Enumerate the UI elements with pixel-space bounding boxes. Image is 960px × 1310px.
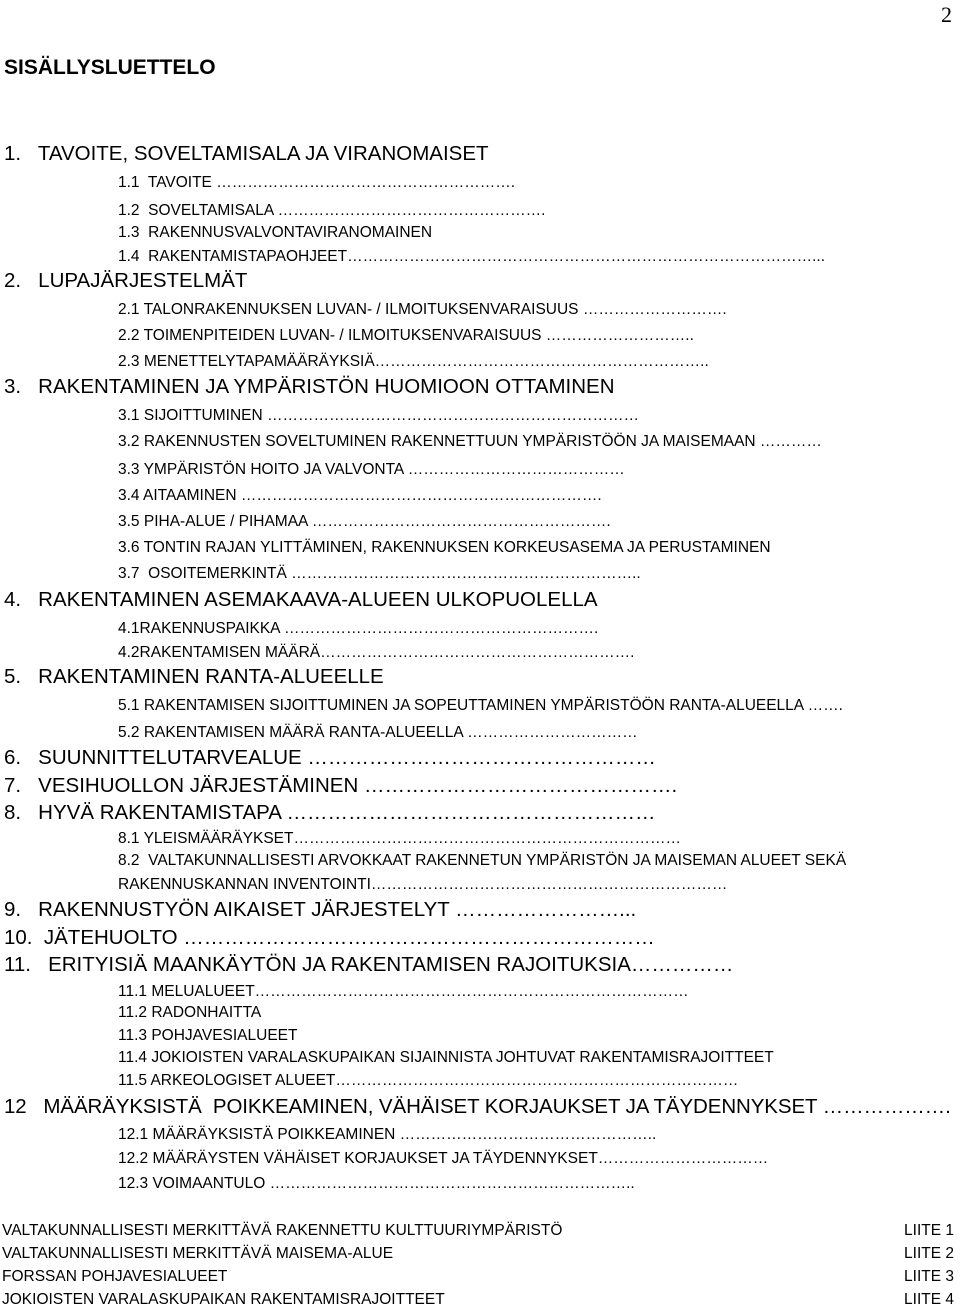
toc-entry[interactable]: 4.2RAKENTAMISEN MÄÄRÄ……………………………………………………. xyxy=(118,644,635,661)
toc-entry[interactable]: 2.1 TALONRAKENNUKSEN LUVAN- / ILMOITUKSENVARAISUUS ………………………. xyxy=(118,301,727,318)
attachment-row[interactable] xyxy=(2,1246,954,1262)
toc-entry[interactable]: 3.5 PIHA-ALUE / PIHAMAA …………………………………………………. xyxy=(118,513,611,530)
toc-entry[interactable]: 7. VESIHUOLLON JÄRJESTÄMINEN ………………………………………. xyxy=(4,774,678,797)
toc-entry[interactable]: 3.6 TONTIN RAJAN YLITTÄMINEN, RAKENNUKSEN KORKEUSASEMA JA PERUSTAMINEN xyxy=(118,539,771,556)
attachment-title: VALTAKUNNALLISESTI MERKITTÄVÄ RAKENNETTU KULTTUURIYMPÄRISTÖ xyxy=(2,1222,563,1239)
toc-entry[interactable]: 3.3 YMPÄRISTÖN HOITO JA VALVONTA …………………………………… xyxy=(118,461,625,478)
toc-entry[interactable]: 11.4 JOKIOISTEN VARALASKUPAIKAN SIJAINNISTA JOHTUVAT RAKENTAMISRAJOITTEET xyxy=(118,1049,774,1066)
toc-entry[interactable]: 8.2 VALTAKUNNALLISESTI ARVOKKAAT RAKENNETUN YMPÄRISTÖN JA MAISEMAN ALUEET SEKÄ xyxy=(118,852,847,869)
toc-entry[interactable]: 3.2 RAKENNUSTEN SOVELTUMINEN RAKENNETTUUN YMPÄRISTÖÖN JA MAISEMAAN ………… xyxy=(118,433,822,450)
toc-entry[interactable]: 11.1 MELUALUEET………………………………………………………………………… xyxy=(118,983,689,1000)
toc-entry[interactable]: 8.1 YLEISMÄÄRÄYKSET………………………………………………………………… xyxy=(118,830,681,847)
toc-entry[interactable]: 3.1 SIJOITTUMINEN ……………………………………………………………… xyxy=(118,407,639,424)
toc-entry[interactable]: 5. RAKENTAMINEN RANTA-ALUEELLE xyxy=(4,665,384,688)
toc-entry[interactable]: 12.3 VOIMAANTULO …………………………………………………………….. xyxy=(118,1175,635,1192)
toc-entry[interactable]: 9. RAKENNUSTYÖN AIKAISET JÄRJESTELYT ……………………... xyxy=(4,898,637,921)
toc-entry[interactable]: 1. TAVOITE, SOVELTAMISALA JA VIRANOMAISET xyxy=(4,142,489,165)
toc-entry[interactable]: 2. LUPAJÄRJESTELMÄT xyxy=(4,269,248,292)
attachment-row[interactable] xyxy=(2,1292,954,1308)
toc-entry[interactable]: 4.1RAKENNUSPAIKKA ……………………………………………………. xyxy=(118,620,599,637)
page-title: SISÄLLYSLUETTELO xyxy=(4,56,216,79)
attachment-title: VALTAKUNNALLISESTI MERKITTÄVÄ MAISEMA-ALUE xyxy=(2,1245,394,1262)
attachment-label: LIITE 1 xyxy=(904,1222,954,1239)
toc-entry[interactable]: 12 MÄÄRÄYKSISTÄ POIKKEAMINEN, VÄHÄISET KORJAUKSET JA TÄYDENNYKSET ………………. xyxy=(4,1095,951,1118)
toc-entry[interactable]: 3.4 AITAAMINEN ……………………………………………………………. xyxy=(118,487,602,504)
toc-entry[interactable]: 11.3 POHJAVESIALUEET xyxy=(118,1027,298,1044)
toc-entry[interactable]: 10. JÄTEHUOLTO …………………………………………………………… xyxy=(4,926,655,949)
toc-entry[interactable]: 1.1 TAVOITE …………………………………………………. xyxy=(118,174,516,191)
toc-entry[interactable]: 1.3 RAKENNUSVALVONTAVIRANOMAINEN xyxy=(118,224,433,241)
attachment-label: LIITE 4 xyxy=(904,1291,954,1308)
toc-entry[interactable]: 3. RAKENTAMINEN JA YMPÄRISTÖN HUOMIOON OTTAMINEN xyxy=(4,375,615,398)
toc-entry[interactable]: 11. ERITYISIÄ MAANKÄYTÖN JA RAKENTAMISEN RAJOITUKSIA…………… xyxy=(4,953,734,976)
page-number: 2 xyxy=(941,2,952,27)
toc-entry[interactable]: 11.5 ARKEOLOGISET ALUEET…………………………………………………………………… xyxy=(118,1072,739,1089)
toc-entry[interactable]: 5.2 RAKENTAMISEN MÄÄRÄ RANTA-ALUEELLA …………………………… xyxy=(118,724,638,741)
attachment-label: LIITE 2 xyxy=(904,1245,954,1262)
attachment-title: JOKIOISTEN VARALASKUPAIKAN RAKENTAMISRAJOITTEET xyxy=(2,1291,445,1308)
toc-entry[interactable]: 6. SUUNNITTELUTARVEALUE …………………………………………… xyxy=(4,746,656,769)
toc-entry[interactable]: RAKENNUSKANNAN INVENTOINTI…………………………………………………………… xyxy=(118,876,728,893)
toc-entry[interactable]: 2.3 MENETTELYTAPAMÄÄRÄYKSIÄ……………………………………………………….. xyxy=(118,353,709,370)
toc-entry[interactable]: 2.2 TOIMENPITEIDEN LUVAN- / ILMOITUKSENVARAISUUS ……………………….. xyxy=(118,327,694,344)
attachment-row[interactable] xyxy=(2,1223,954,1239)
toc-entry[interactable]: 4. RAKENTAMINEN ASEMAKAAVA-ALUEEN ULKOPUOLELLA xyxy=(4,588,598,611)
toc-entry[interactable]: 8. HYVÄ RAKENTAMISTAPA ……………………………………………… xyxy=(4,801,656,824)
toc-entry[interactable]: 12.1 MÄÄRÄYKSISTÄ POIKKEAMINEN ………………………………………….. xyxy=(118,1126,657,1143)
toc-entry[interactable]: 3.7 OSOITEMERKINTÄ ………………………………………………………….. xyxy=(118,565,641,582)
attachment-label: LIITE 3 xyxy=(904,1268,954,1285)
toc-entry[interactable]: 11.2 RADONHAITTA xyxy=(118,1004,262,1021)
toc-entry[interactable]: 5.1 RAKENTAMISEN SIJOITTUMINEN JA SOPEUTTAMINEN YMPÄRISTÖÖN RANTA-ALUEELLA ……. xyxy=(118,697,843,714)
toc-entry[interactable]: 1.2 SOVELTAMISALA ……………………………………………. xyxy=(118,202,546,219)
toc-entry[interactable]: 1.4 RAKENTAMISTAPAOHJEET………………………………………………………………………………... xyxy=(118,248,826,265)
attachment-title: FORSSAN POHJAVESIALUEET xyxy=(2,1268,228,1285)
toc-entry[interactable]: 12.2 MÄÄRÄYSTEN VÄHÄISET KORJAUKSET JA TÄYDENNYKSET…………………………… xyxy=(118,1150,769,1167)
attachment-row[interactable] xyxy=(2,1269,954,1285)
